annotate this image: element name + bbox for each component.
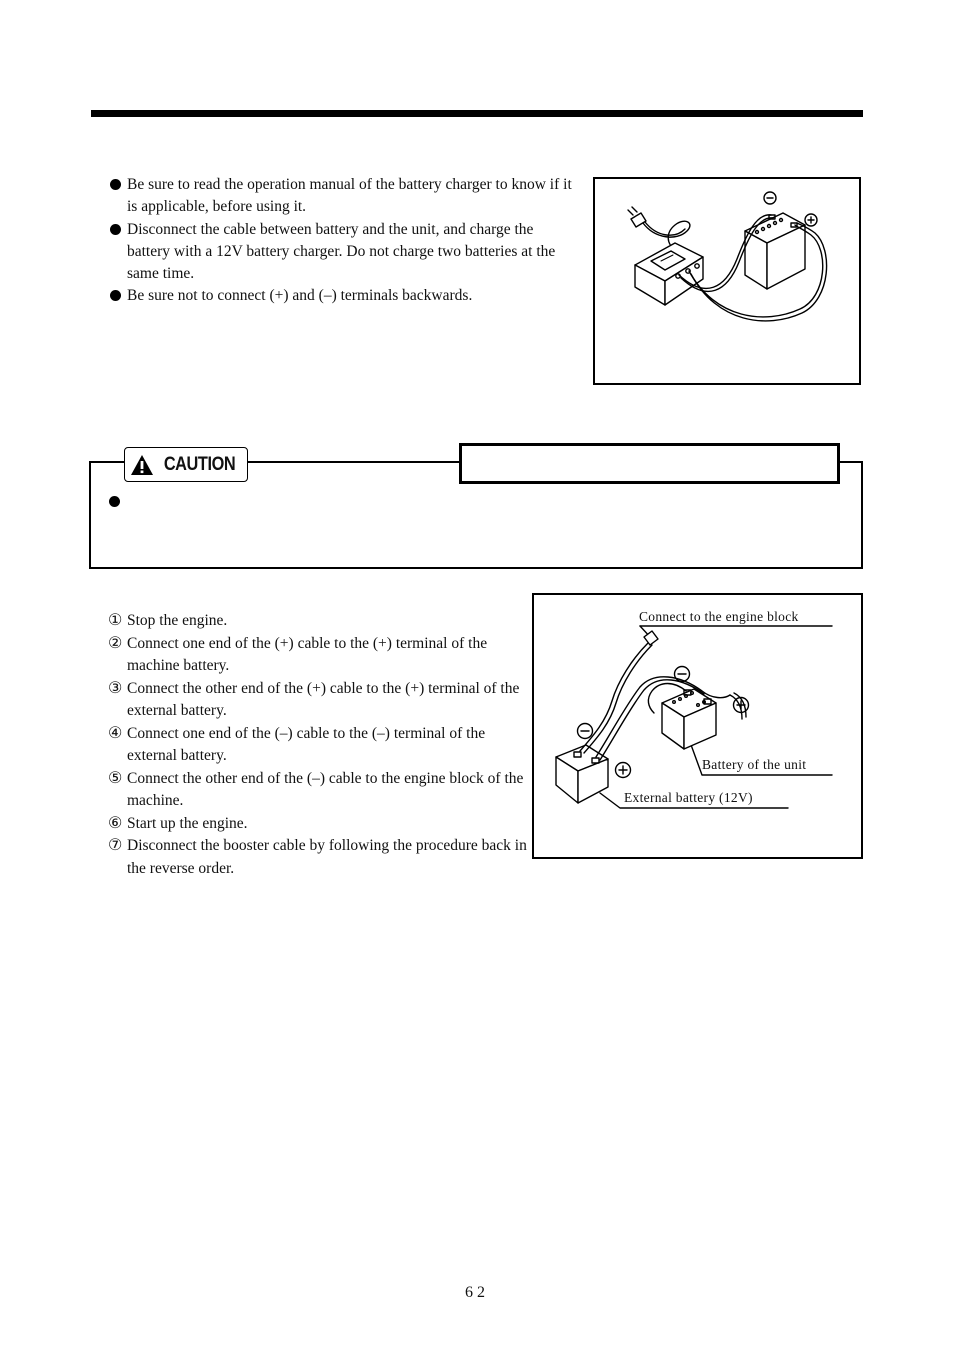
step-text: Connect the other end of the (+) cable to the (+) terminal of the external battery. — [127, 679, 520, 719]
header-rule — [91, 110, 863, 117]
booster-illustration — [532, 593, 863, 859]
caution-title-box — [459, 443, 840, 484]
warning-triangle-icon — [130, 454, 154, 476]
charging-bullet-text: Be sure not to connect (+) and (–) terminals backwards. — [127, 287, 473, 305]
step-text: Connect one end of the (–) cable to the (–) terminal of the external battery. — [127, 724, 486, 764]
step-item — [108, 678, 528, 723]
charger-diagram — [595, 179, 859, 383]
caution-label-text: CAUTION — [164, 453, 236, 475]
charging-instructions — [108, 174, 578, 308]
step-number: ② — [108, 634, 123, 652]
step-text: Connect one end of the (+) cable to the (+) terminal of the machine battery. — [127, 634, 488, 674]
charging-bullet-2 — [108, 219, 578, 286]
step-item — [108, 723, 528, 768]
page-number: 62 — [465, 1284, 489, 1301]
step-number: ⑥ — [108, 814, 123, 832]
bullet-icon — [110, 179, 121, 190]
step-item — [108, 633, 528, 678]
step-number: ① — [108, 612, 123, 629]
charging-bullet-text: Disconnect the cable between battery and the unit, and charge the battery with a 12V battery charger. Do not charge two batteries at the same time. — [127, 220, 556, 283]
step-item — [108, 768, 528, 813]
step-number: ⑦ — [108, 837, 123, 854]
booster-steps — [108, 610, 528, 880]
caution-label — [124, 447, 248, 482]
booster-diagram — [534, 595, 861, 857]
step-item — [108, 610, 528, 633]
step-text: Disconnect the booster cable by following the procedure back in the reverse order. — [127, 837, 527, 877]
step-text: Stop the engine. — [127, 612, 228, 629]
step-item — [108, 813, 528, 836]
step-number: ④ — [108, 724, 123, 742]
external-battery-label: External battery (12V) — [624, 790, 753, 805]
charger-illustration — [593, 177, 861, 385]
bullet-icon — [109, 496, 120, 507]
engine-block-label: Connect to the engine block — [639, 609, 799, 624]
bullet-icon — [110, 290, 121, 301]
step-text: Start up the engine. — [127, 814, 248, 832]
step-item — [108, 835, 528, 880]
charging-bullet-text: Be sure to read the operation manual of the battery charger to know if it is applicable, before using it. — [127, 176, 572, 216]
bullet-icon — [110, 224, 121, 235]
step-number: ③ — [108, 679, 123, 697]
step-number: ⑤ — [108, 769, 123, 787]
charging-bullet-1 — [108, 174, 578, 219]
unit-battery-label: Battery of the unit — [702, 757, 807, 772]
charging-bullet-3 — [108, 285, 578, 307]
step-text: Connect the other end of the (–) cable to the engine block of the machine. — [127, 769, 524, 809]
